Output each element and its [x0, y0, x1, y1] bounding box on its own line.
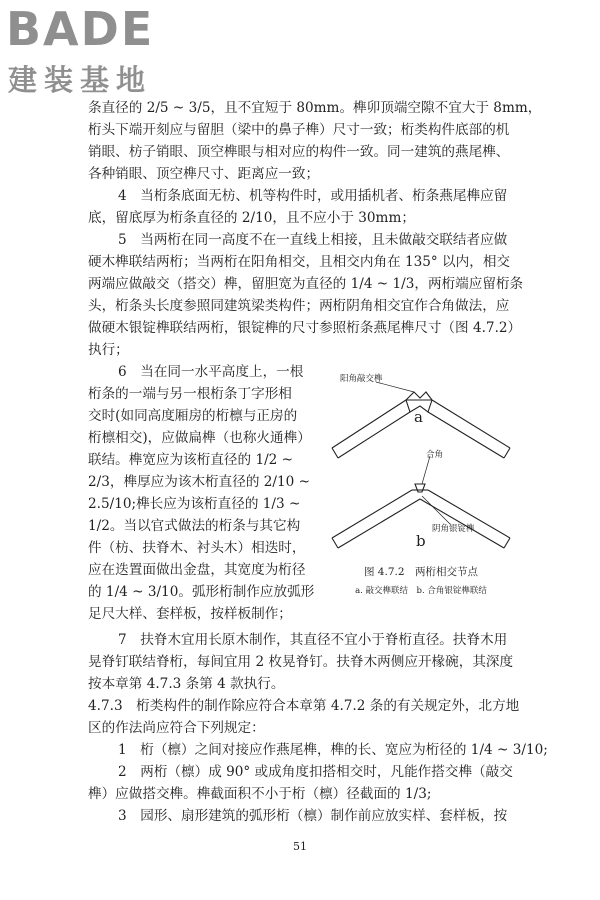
body-line: 3 园形、扇形建筑的弧形桁（檩）制作前应放实样、套样板，按 [118, 808, 508, 824]
body-line: 头，桁条头长度参照同建筑梁类构件；两桁阴角相交宜作合角做法，应 [88, 298, 510, 314]
body-line: 足尺大样、套样板，按样板制作； [88, 606, 292, 622]
body-line: 区的作法尚应符合下列规定： [88, 720, 265, 736]
body-line: 2/3，榫厚应为该木桁直径的 2/10 ~ [88, 474, 310, 490]
body-line: 执行； [88, 342, 129, 358]
figure-caption: 图 4.7.2 两桁相交节点 [363, 566, 479, 578]
logo-wordmark: BADE [6, 2, 155, 56]
body-line: 两端应做敲交（搭交）榫，留胆宽为直径的 1/4 ~ 1/3，两桁端应留桁条 [88, 276, 524, 292]
bade-logo [6, 2, 176, 98]
body-line: 桁头下端开刻应与留胆（梁中的鼻子榫）尺寸一致；桁类构件底部的机 [88, 122, 510, 138]
body-line: 硬木榫联结两桁；当两桁在阳角相交，且相交内角在 135° 以内，相交 [88, 254, 511, 270]
body-line: 应在迭置面做出金盘，其宽度为桁径 [88, 562, 306, 578]
figure-4-7-2 [322, 372, 520, 606]
body-line: 2 两桁（檩）成 90° 或成角度扣搭相交时，凡能作搭交榫（敲交 [118, 764, 513, 780]
body-line: 联结。榫宽应为该桁直径的 1/2 ~ [88, 452, 294, 468]
page-number: 51 [293, 840, 307, 853]
label-outside-corner-tenon: 阳角敲交榫 [340, 374, 383, 384]
body-line: 条直径的 2/5 ~ 3/5，且不宜短于 80mm。榫卯顶端空隙不宜大于 8mm， [88, 100, 542, 116]
body-line: 底，留底厚为桁条直径的 2/10，且不应小于 30mm； [88, 210, 415, 226]
label-mitre-corner: 合角 [426, 450, 444, 460]
body-line: 晃脊钉联结脊桁，每间宜用 2 枚晃脊钉。扶脊木两侧应开椽碗，其深度 [88, 654, 514, 670]
body-line: 4 当桁条底面无枋、机等构件时，或用插机者、桁条燕尾榫应留 [118, 188, 508, 204]
body-line: 7 扶脊木宜用长原木制作，其直径不宜小于脊桁直径。扶脊木用 [118, 632, 508, 648]
body-line: 桁条的一端与另一根桁条丁字形相 [88, 386, 292, 402]
body-line: 做硬木银锭榫联结两桁，银锭榫的尺寸参照桁条燕尾榫尺寸（图 4.7.2） [88, 320, 522, 336]
section-heading: 4.7.3 桁类构件的制作除应符合本章第 4.7.2 条的有关规定外，北方地 [88, 698, 520, 714]
body-line: 1 桁（檩）之间对接应作燕尾榫，榫的长、宽应为桁径的 1/4 ~ 3/10; [118, 742, 548, 758]
body-line: 2.5/10;榫长应为该桁直径的 1/3 ~ [88, 496, 301, 512]
body-line: 交时(如同高度厢房的桁檩与正房的 [88, 408, 298, 424]
body-line: 的 1/4 ~ 3/10。弧形桁制作应放弧形 [88, 584, 315, 600]
body-line: 件（枋、扶脊木、衬头木）相迭时， [88, 540, 306, 556]
body-line: 1/2。当以官式做法的桁条与其它构 [88, 518, 301, 534]
body-line: 按本章第 4.7.3 条第 4 款执行。 [88, 676, 285, 692]
logo-subtitle: 建装基地 [8, 63, 153, 97]
body-line: 桁檩相交)，应做扁榫（也称火通榫） [88, 430, 311, 446]
body-line: 榫）应做搭交榫。榫截面积不小于桁（檩）径截面的 1/3; [88, 786, 432, 802]
figure-subcaption: a. 敲交榫联结 b. 合角银锭榫联结 [355, 586, 487, 596]
figure-letter-a: a [414, 408, 423, 426]
body-line: 5 当两桁在同一高度不在一直线上相接，且未做敲交联结者应做 [118, 232, 508, 248]
body-line: 6 当在同一水平高度上，一根 [118, 364, 304, 380]
figure-letter-b: b [416, 532, 426, 550]
label-dovetail-tenon: 阴角银锭榫 [432, 524, 475, 534]
body-line: 销眼、枋子销眼、顶空榫眼与相对应的构件一致。同一建筑的燕尾榫、 [88, 144, 510, 160]
body-line: 各种销眼、顶空榫尺寸、距离应一致； [88, 166, 320, 182]
